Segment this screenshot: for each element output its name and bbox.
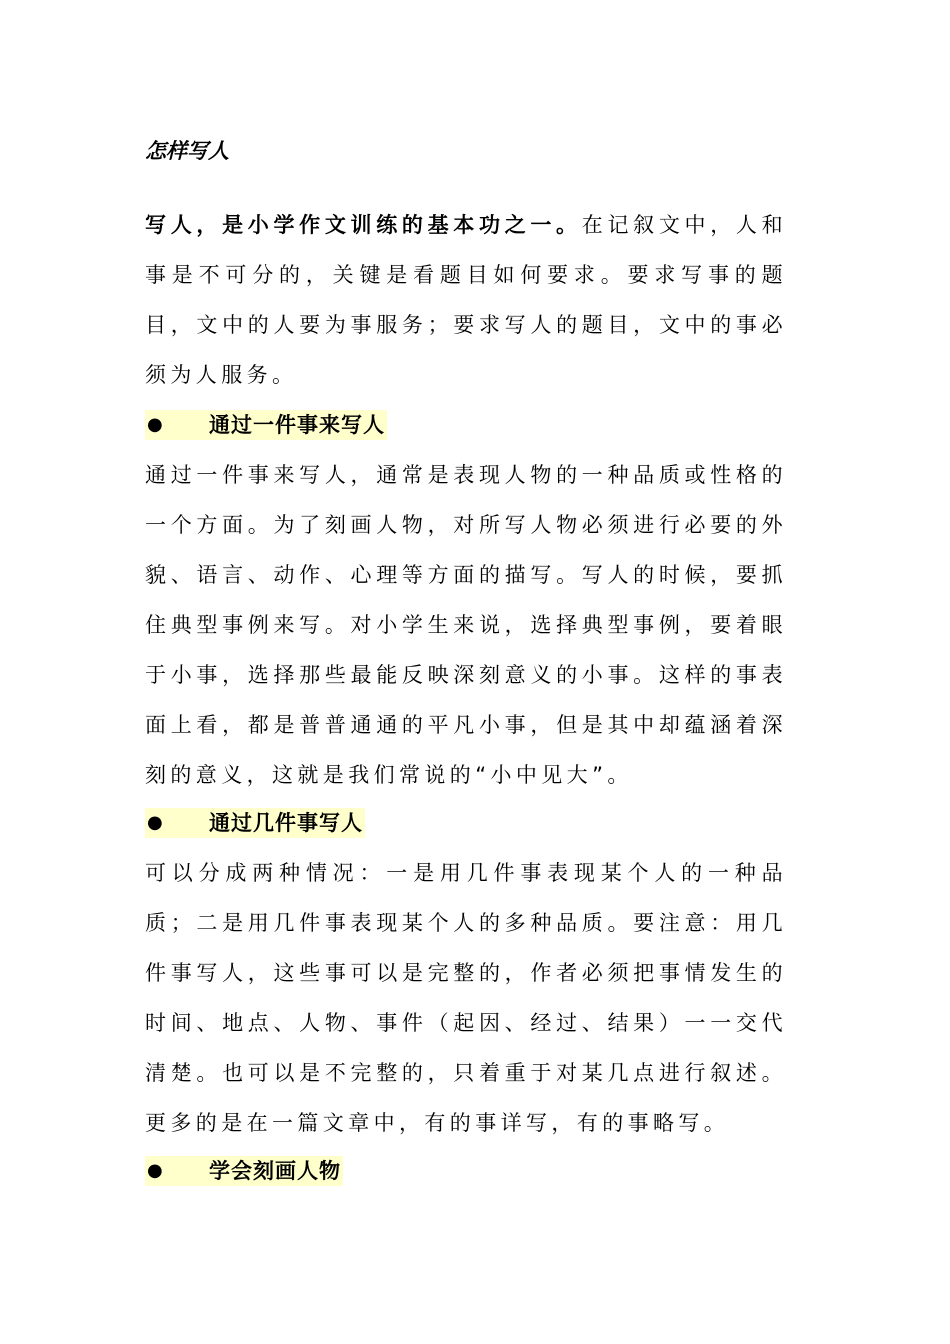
section-heading-one-event: [145, 410, 387, 440]
section-heading-depict-characters: [145, 1156, 343, 1186]
intro-body-text: 在记叙文中，人和事是不可分的，关键是看题目如何要求。要求写事的题目，文中的人要为事服务；要求写人的题目，文中的事必须为人服务。: [145, 213, 787, 387]
section-paragraph-several-events: 可以分成两种情况：一是用几件事表现某个人的一种品质；二是用几件事表现某个人的多种品质。要注意：用几件事写人，这些事可以是完整的，作者必须把事情发生的时间、地点、人物、事件（起因、经过、结果）一一交代清楚。也可以是不完整的，只着重于对某几点进行叙述。更多的是在一篇文章中，有的事详写，有的事略写。: [145, 861, 787, 1135]
bullet-icon: ●: [147, 414, 163, 435]
bullet-icon: ●: [147, 1160, 163, 1181]
section-heading-several-events: [145, 808, 365, 838]
section-heading-text: 通过几件事写人: [209, 811, 363, 835]
section-heading-text: 学会刻画人物: [209, 1159, 341, 1183]
section-heading-text: 通过一件事来写人: [209, 413, 385, 437]
bullet-icon: ●: [147, 812, 163, 833]
intro-paragraph: [145, 200, 787, 400]
document-title: 怎样写人: [145, 139, 229, 163]
intro-lead-sentence: 写人，是小学作文训练的基本功之一。: [145, 213, 582, 237]
section-paragraph-one-event: 通过一件事来写人，通常是表现人物的一种品质或性格的一个方面。为了刻画人物，对所写人物必须进行必要的外貌、语言、动作、心理等方面的描写。写人的时候，要抓住典型事例来写。对小学生来说，选择典型事例，要着眼于小事，选择那些最能反映深刻意义的小事。这样的事表面上看，都是普普通通的平凡小事，但是其中却蕴涵着深刻的意义，这就是我们常说的“小中见大”。: [145, 463, 787, 787]
